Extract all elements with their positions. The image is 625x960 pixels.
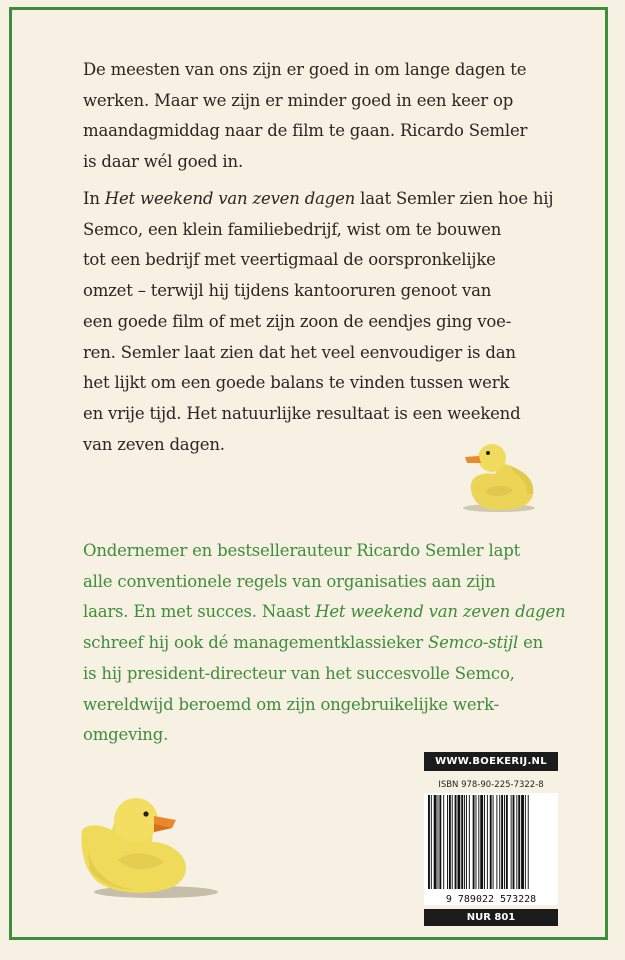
text-line: alle conventionele regels van organisaties aan zijn [83, 571, 496, 591]
barcode-bar [473, 795, 475, 889]
blurb-paragraph-1 [83, 55, 563, 178]
book-title-italic: Het weekend van zeven dagen [104, 189, 356, 208]
barcode-bar [525, 795, 526, 889]
barcode-bar [504, 795, 505, 889]
barcode-bar [449, 795, 451, 889]
rubber-duck-large-image [78, 790, 218, 902]
text-line [83, 597, 566, 628]
barcode-bar [439, 795, 441, 889]
text-fragment: schreef hij ook dé managementklassieker [83, 633, 428, 653]
text-fragment: laat Semler zien hoe hij [355, 189, 554, 208]
barcode-bar [521, 795, 524, 889]
text-line: ren. Semler laat zien dat het veel eenvoudiger is dan [83, 342, 516, 362]
isbn-text: ISBN 978-90-225-7322-8 [438, 780, 544, 790]
barcode-bar [466, 795, 467, 889]
barcode-bar [455, 795, 457, 889]
barcode-bar [431, 795, 432, 889]
barcode-bar [469, 795, 470, 889]
barcode-bar [452, 795, 453, 889]
text-line: het lijkt om een goede balans te vinden tussen werk [83, 373, 510, 393]
barcode-bar [528, 795, 529, 889]
barcode-bar [490, 795, 492, 889]
text-fragment: en [518, 633, 544, 653]
blurb-paragraph-2 [83, 184, 563, 460]
rubber-duck-small-image [455, 432, 537, 514]
barcode-number: 9 789022 573228 [445, 894, 537, 905]
text-line: maandagmiddag naar de film te gaan. Ricardo Semler [83, 121, 528, 141]
barcode-bar [516, 795, 517, 889]
barcode-bar [487, 795, 488, 889]
barcode-bar [499, 795, 500, 889]
text-line: en vrije tijd. Het natuurlijke resultaat is een weekend [83, 403, 521, 423]
barcode-block [424, 752, 558, 926]
text-line: is daar wél goed in. [83, 152, 243, 172]
text-line: van zeven dagen. [83, 434, 225, 454]
text-line: Ondernemer en bestsellerauteur Ricardo Semler lapt [83, 541, 521, 560]
barcode-bar [428, 795, 430, 889]
website-label: WWW.BOEKERIJ.NL [424, 752, 558, 771]
barcode-bar [513, 795, 515, 889]
barcode-bar [476, 795, 477, 889]
text-line [83, 184, 563, 215]
book-title-italic: Semco-stijl [427, 633, 519, 653]
barcode-bar [464, 795, 465, 889]
barcode-bar [461, 795, 463, 889]
text-line: omgeving. [83, 725, 169, 745]
text-line: De meesten van ons zijn er goed in om lange dagen te [83, 60, 527, 79]
barcode-bar [443, 795, 444, 889]
barcode-bar [496, 795, 497, 889]
book-title-italic: Het weekend van zeven dagen [315, 602, 566, 622]
text-line: wereldwijd beroemd om zijn ongebruikelijke werk- [83, 694, 499, 714]
barcode-bar [501, 795, 503, 889]
barcode-bar [457, 795, 460, 889]
author-bio-paragraph [83, 536, 566, 751]
barcode-bar [511, 795, 512, 889]
barcode-bar [493, 795, 494, 889]
barcode-bar [438, 795, 439, 889]
text-line: Semco, een klein familiebedrijf, wist om te bouwen [83, 219, 502, 239]
text-line: is hij president-directeur van het succesvolle Semco, [83, 663, 515, 683]
barcode-bar [478, 795, 479, 889]
text-line: werken. Maar we zijn er minder goed in een keer op [83, 90, 514, 110]
barcode-bar [484, 795, 485, 889]
barcode-bar [447, 795, 448, 889]
text-line [83, 628, 563, 659]
text-fragment: In [83, 189, 105, 208]
nur-label: NUR 801 [424, 909, 558, 926]
barcode-bar [480, 795, 483, 889]
text-line: tot een bedrijf met veertigmaal de oorspronkelijke [83, 250, 496, 270]
barcode-graphic [424, 793, 558, 905]
text-line: een goede film of met zijn zoon de eendjes ging voe- [83, 311, 512, 331]
text-fragment: laars. En met succes. Naast [83, 602, 316, 622]
barcode-bar [518, 795, 520, 889]
barcode-bar [434, 795, 437, 889]
barcode-bar [506, 795, 508, 889]
text-line: omzet – terwijl hij tijdens kantooruren genoot van [83, 281, 492, 301]
